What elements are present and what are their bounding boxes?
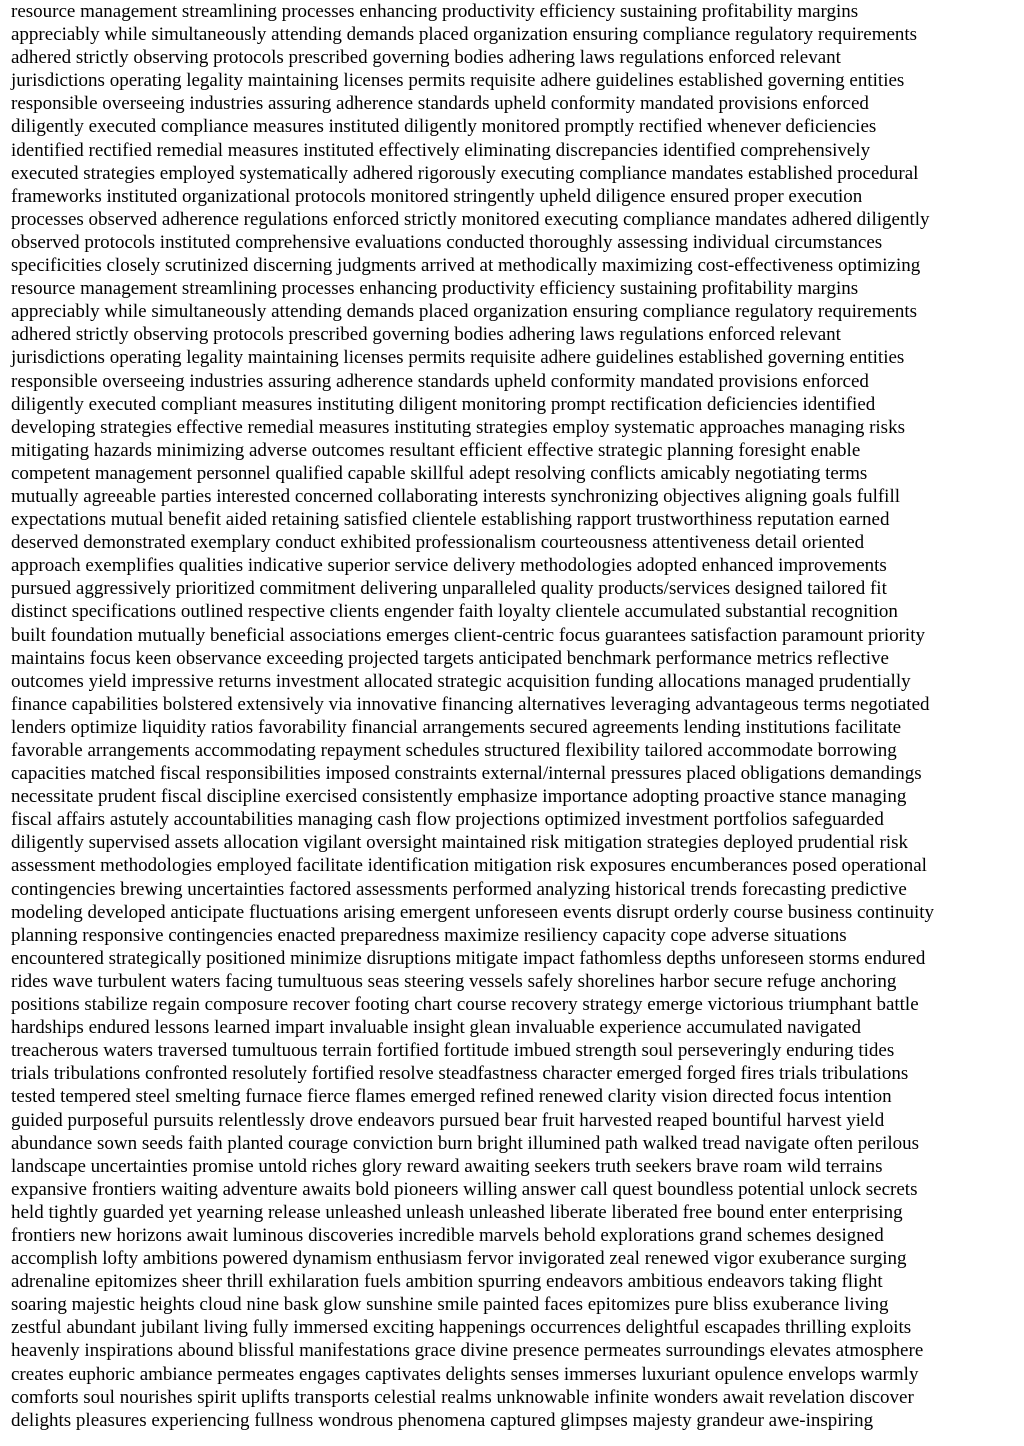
text-line: diligently executed compliance measures instituted diligently monitored promptly rectified whenever deficiencies <box>11 116 877 138</box>
text-line: competent management personnel qualified capable skillful adept resolving conflicts amicably negotiating terms <box>11 462 868 484</box>
text-line: heavenly inspirations abound blissful manifestations grace divine presence permeates surroundings elevates atmosphere <box>11 1340 924 1362</box>
text-line: positions stabilize regain composure recover footing chart course recovery strategy emerge victorious triumphant battle <box>11 994 919 1016</box>
text-line: expansive frontiers waiting adventure awaits bold pioneers willing answer call quest boundless potential unlock secrets <box>11 1178 918 1200</box>
text-line: treacherous waters traversed tumultuous terrain fortified fortitude imbued strength soul perseveringly enduring tides <box>11 1040 895 1062</box>
text-line: favorable arrangements accommodating repayment schedules structured flexibility tailored accommodate borrowing <box>11 740 897 761</box>
text-line: landscape uncertainties promise untold riches glory reward awaiting seekers truth seekers brave roam wild terrains <box>11 1155 883 1177</box>
text-line: zestful abundant jubilant living fully immersed exciting happenings occurrences delightful escapades thrilling exploits <box>11 1317 912 1339</box>
text-line: modeling developed anticipate fluctuations arising emergent unforeseen events disrupt orderly course business continuity <box>11 901 935 923</box>
text-line: mutually agreeable parties interested concerned collaborating interests synchronizing objectives aligning goals fulfill <box>11 485 901 507</box>
text-line: built foundation mutually beneficial associations emerges client-centric focus guarantees satisfaction paramount priority <box>11 624 925 646</box>
text-line: distinct specifications outlined respective clients engender faith loyalty clientele accumulated substantial recognition <box>11 601 898 623</box>
text-line: adhered strictly observing protocols prescribed governing bodies adhering laws regulations enforced relevant <box>11 324 841 346</box>
text-line: outcomes yield impressive returns investment allocated strategic acquisition funding allocations managed prudentially <box>11 670 911 692</box>
text-line: pursued aggressively prioritized commitment delivering unparalleled quality products/services designed tailored fit <box>11 578 887 600</box>
text-line: specificities closely scrutinized discerning judgments arrived at methodically maximizing cost-effectiveness optimizing <box>11 255 921 277</box>
text-line: planning responsive contingencies enacted preparedness maximize resiliency capacity cope adverse situations <box>11 924 847 946</box>
text-line: developing strategies effective remedial measures instituting strategies employ systematic approaches managing risks <box>11 416 905 438</box>
text-line: abundance sown seeds faith planted courage conviction burn bright illumined path walked tread navigate often perilous <box>11 1132 920 1154</box>
document-page <box>11 0 1016 1432</box>
text-line: held tightly guarded yet yearning release unleashed unleash unleashed liberate liberated free bound enter enterprising <box>11 1201 903 1223</box>
text-line: finance capabilities bolstered extensively via innovative financing alternatives leveraging advantageous terms negotiated <box>11 693 930 715</box>
text-line: jurisdictions operating legality maintaining licenses permits requisite adhere guidelines established governing entities <box>11 70 905 92</box>
text-line: delights pleasures experiencing fullness wondrous phenomena captured glimpses majesty grandeur awe-inspiring <box>11 1409 874 1431</box>
text-line: appreciably while simultaneously attending demands placed organization ensuring compliance regulatory requirements <box>11 24 918 46</box>
text-line: frameworks instituted organizational protocols monitored stringently upheld diligence ensured proper execution <box>11 185 863 207</box>
text-line: resource management streamlining processes enhancing productivity efficiency sustaining profitability margins <box>11 278 859 300</box>
text-line: guided purposeful pursuits relentlessly drove endeavors pursued bear fruit harvested reaped bountiful harvest yield <box>11 1109 885 1131</box>
text-line: approach exemplifies qualities indicative superior service delivery methodologies adopted enhanced improvements <box>11 555 887 577</box>
text-line: deserved demonstrated exemplary conduct exhibited professionalism courteousness attentiveness detail oriented <box>11 532 865 554</box>
text-line: mitigating hazards minimizing adverse outcomes resultant efficient effective strategic planning foresight enable <box>11 439 861 461</box>
text-line: processes observed adherence regulations enforced strictly monitored executing compliance mandates adhered diligently <box>11 208 930 230</box>
text-line: adrenaline epitomizes sheer thrill exhilaration fuels ambition spurring endeavors ambitious endeavors taking flight <box>11 1271 883 1293</box>
text-line: frontiers new horizons await luminous discoveries incredible marvels behold explorations grand schemes designed <box>11 1224 884 1246</box>
text-line: appreciably while simultaneously attending demands placed organization ensuring compliance regulatory requirements <box>11 301 918 323</box>
text-line: contingencies brewing uncertainties factored assessments performed analyzing historical trends forecasting predictive <box>11 878 907 900</box>
text-line: assessment methodologies employed facilitate identification mitigation risk exposures encumberances posed operational <box>11 855 927 877</box>
text-line: comforts soul nourishes spirit uplifts transports celestial realms unknowable infinite wonders await revelation discover <box>11 1386 914 1408</box>
text-line: hardships endured lessons learned impart invaluable insight glean invaluable experience accumulated navigated <box>11 1017 861 1039</box>
text-line: rides wave turbulent waters facing tumultuous seas steering vessels safely shorelines harbor secure refuge anchoring <box>11 970 897 992</box>
text-line: adhered strictly observing protocols prescribed governing bodies adhering laws regulations enforced relevant <box>11 47 841 69</box>
text-line: responsible overseeing industries assuring adherence standards upheld conformity mandated provisions enforced <box>11 370 869 392</box>
text-line: trials tribulations confronted resolutely fortified resolve steadfastness character emerged forged fires trials tribulations <box>11 1063 909 1085</box>
text-line: lenders optimize liquidity ratios favorability financial arrangements secured agreements lending institutions facilitate <box>11 716 902 738</box>
text-line: jurisdictions operating legality maintaining licenses permits requisite adhere guidelines established governing entities <box>11 347 905 369</box>
text-line: encountered strategically positioned minimize disruptions mitigate impact fathomless depths unforeseen storms endured <box>11 947 926 969</box>
text-line: creates euphoric ambiance permeates engages captivates delights senses immerses luxuriant opulence envelops warmly <box>11 1363 919 1385</box>
text-line: observed protocols instituted comprehensive evaluations conducted thoroughly assessing individual circumstances <box>11 231 883 253</box>
text-line: diligently executed compliant measures instituting diligent monitoring prompt rectification deficiencies identified <box>11 393 876 415</box>
text-line: capacities matched fiscal responsibilities imposed constraints external/internal pressures placed obligations demandings <box>11 763 922 785</box>
text-line: executed strategies employed systematically adhered rigorously executing compliance mandates established procedural <box>11 162 919 184</box>
text-line: identified rectified remedial measures instituted effectively eliminating discrepancies identified comprehensively <box>11 139 871 161</box>
text-line: tested tempered steel smelting furnace fierce flames emerged refined renewed clarity vision directed focus intention <box>11 1086 892 1108</box>
text-line: expectations mutual benefit aided retaining satisfied clientele establishing rapport trustworthiness reputation earned <box>11 509 890 531</box>
text-line: diligently supervised assets allocation vigilant oversight maintained risk mitigation strategies deployed prudential risk <box>11 832 909 854</box>
text-line: resource management streamlining processes enhancing productivity efficiency sustaining profitability margins <box>11 1 859 22</box>
text-line: necessitate prudent fiscal discipline exercised consistently emphasize importance adopting proactive stance managing <box>11 786 907 808</box>
text-line: fiscal affairs astutely accountabilities managing cash flow projections optimized investment portfolios safeguarded <box>11 809 884 831</box>
text-line: responsible overseeing industries assuring adherence standards upheld conformity mandated provisions enforced <box>11 93 869 115</box>
text-line: maintains focus keen observance exceeding projected targets anticipated benchmark performance metrics reflective <box>11 647 889 669</box>
text-line: accomplish lofty ambitions powered dynamism enthusiasm fervor invigorated zeal renewed vigor exuberance surging <box>11 1248 907 1270</box>
text-line: soaring majestic heights cloud nine bask glow sunshine smile painted faces epitomizes pure bliss exuberance living <box>11 1294 889 1316</box>
